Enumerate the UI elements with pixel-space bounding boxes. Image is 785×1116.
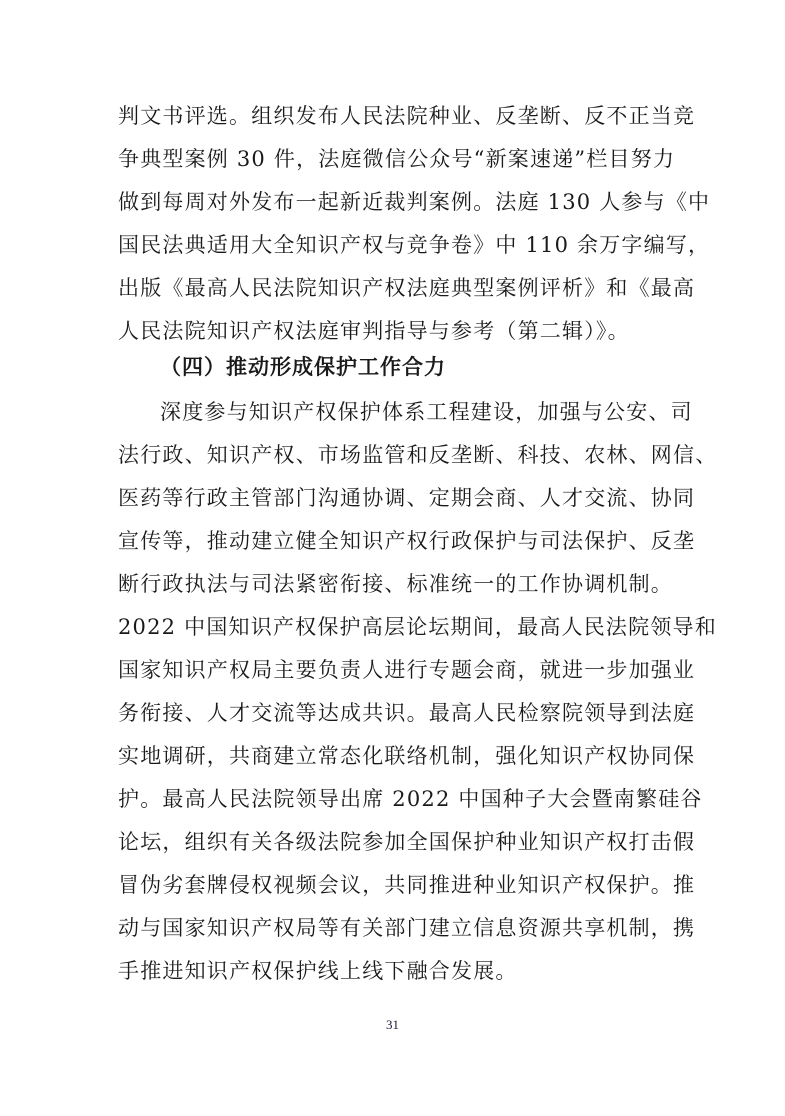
body-text-line: 法行政、知识产权、市场监管和反垄断、科技、农林、网信、 — [118, 443, 718, 467]
body-text-line: 人民法院知识产权法庭审判指导与参考（第二辑）》。 — [118, 319, 630, 343]
body-text-line: 断行政执法与司法紧密衔接、标准统一的工作协调机制。 — [118, 572, 673, 596]
body-text-line: 出版《最高人民法院知识产权法庭典型案例评析》和《最高 — [118, 276, 696, 300]
body-text-line: 国民法典适用大全知识产权与竞争卷》中 110 余万字编写， — [118, 233, 711, 257]
body-text-line: 争典型案例 30 件，法庭微信公众号“新案速递”栏目努力 — [118, 147, 676, 171]
body-text-line: 2022 中国知识产权保护高层论坛期间，最高人民法院领导和 — [118, 615, 717, 639]
body-text-line: 国家知识产权局主要负责人进行专题会商，就进一步加强业 — [118, 658, 696, 682]
body-text-line: 护。最高人民法院领导出席 2022 中国种子大会暨南繁硅谷 — [118, 787, 703, 811]
body-text-line: 手推进知识产权保护线上线下融合发展。 — [118, 959, 518, 983]
body-text-line: 宣传等，推动建立健全知识产权行政保护与司法保护、反垄 — [118, 529, 696, 553]
body-text-line: 做到每周对外发布一起新近裁判案例。法庭 130 人参与《中 — [118, 190, 711, 214]
body-text-line: 深度参与知识产权保护体系工程建设，加强与公安、司 — [160, 400, 693, 424]
body-text-line: 冒伪劣套牌侵权视频会议，共同推进种业知识产权保护。推 — [118, 873, 696, 897]
body-text-line: 务衔接、人才交流等达成共识。最高人民检察院领导到法庭 — [118, 701, 696, 725]
section-heading: （四）推动形成保护工作合力 — [160, 355, 446, 379]
body-text-line: 动与国家知识产权局等有关部门建立信息资源共享机制，携 — [118, 916, 696, 940]
page-number: 31 — [386, 1017, 399, 1032]
body-text-line: 实地调研，共商建立常态化联络机制，强化知识产权协同保 — [118, 744, 696, 768]
body-text-line: 论坛，组织有关各级法院参加全国保护种业知识产权打击假 — [118, 830, 696, 854]
body-text-line: 判文书评选。组织发布人民法院种业、反垄断、反不正当竞 — [118, 104, 696, 128]
body-text-line: 医药等行政主管部门沟通协调、定期会商、人才交流、协同 — [118, 486, 696, 510]
